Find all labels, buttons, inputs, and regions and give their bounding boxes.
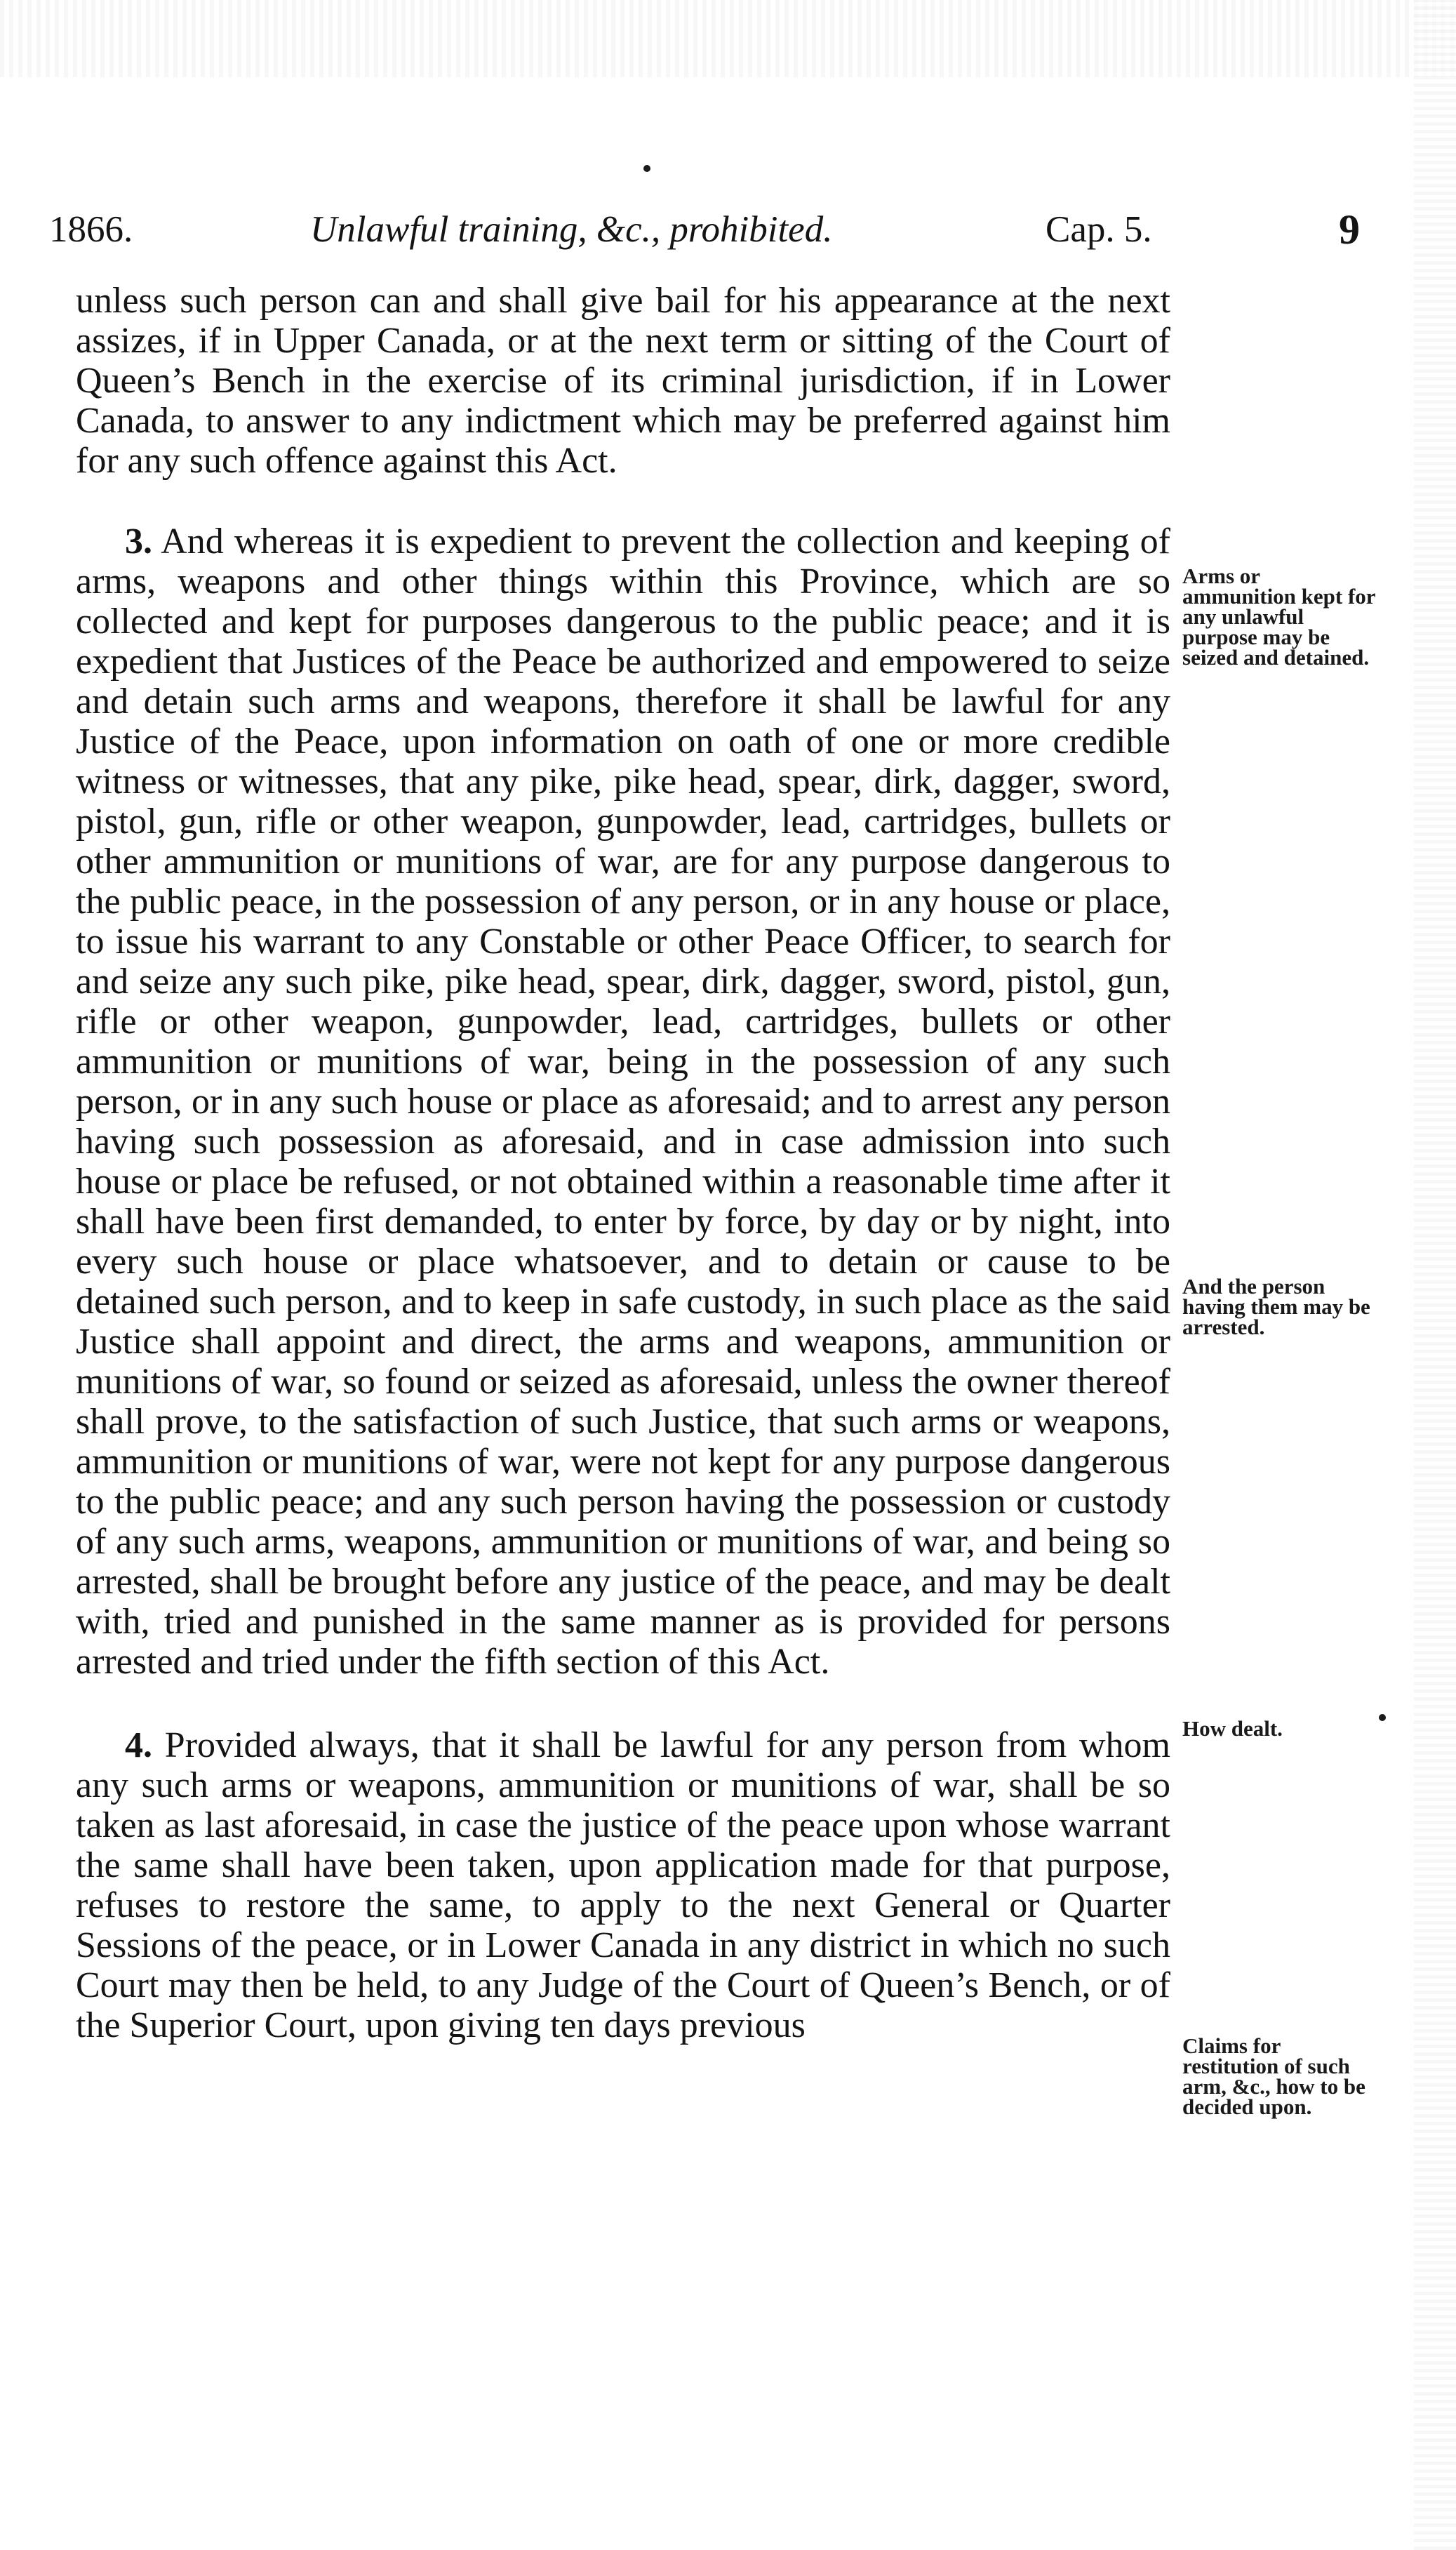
section-number: 4.	[125, 1725, 152, 1765]
paragraph-text: unless such person can and shall give bail for his appearance at the next assizes, if in Upper Canada, or at the next term or sitting of the Court of Queen’s Bench in the exercise of its criminal jurisdiction, if in Lower Canada, to answer to any indictment which may be preferred against him for any such offence against this Act.	[76, 281, 1170, 481]
binding-edge-texture	[1414, 0, 1456, 2550]
page-edge-texture	[0, 0, 1456, 77]
margin-note-arms-seized: Arms or ammunition kept for any unlawful purpose may be seized and detained.	[1182, 564, 1376, 670]
ink-speck	[643, 165, 650, 172]
paragraph-continuation	[76, 281, 1170, 481]
margin-note-person-arrested: And the person having them may be arrested.	[1182, 1274, 1370, 1339]
margin-note-claims-restitution: Claims for restitution of such arm, &c., how to be decided upon.	[1182, 2033, 1365, 2119]
margin-note-how-dealt: How dealt.	[1182, 1716, 1283, 1741]
running-header	[49, 205, 1382, 254]
header-title: Unlawful training, &c., prohibited.	[310, 209, 833, 250]
section-text: And whereas it is expedient to prevent the collection and keeping of arms, weapons and other things within this Province, which are so collected and kept for purposes dangerous to the public peace; and it is expedient that Justices of the Peace be authorized and empowered to seize and detain such arms and weapons, therefore it shall be lawful for any Justice of the Peace, upon information on oath of one or more credible witness or witnesses, that any pike, pike head, spear, dirk, dagger, sword, pistol, gun, rifle or other weapon, gunpowder, lead, cartridges, bullets or other ammunition or munitions of war, are for any purpose dangerous to the public peace, in the possession of any person, or in any house or place, to issue his warrant to any Constable or other Peace Officer, to search for and seize any such pike, pike head, spear, dirk, dagger, sword, pistol, gun, rifle or other weapon, gunpowder, lead, cartridges, bullets or other ammunition or munitions of war, being in the possession of any such person, or in any such house or place as aforesaid; and to arrest any person having such possession as aforesaid, and in case admission into such house or place be refused, or not obtained within a reasonable time after it shall have been first demanded, to enter by force, by day or by night, into every such house or place whatsoever, and to detain or cause to be detained such person, and to keep in safe custody, in such place as the said Justice shall appoint and direct, the arms and weapons, ammunition or munitions of war, so found or seized as aforesaid, unless the owner thereof shall prove, to the satisfaction of such Justice, that such arms or weapons, ammunition or munitions of war, were not kept for any purpose dangerous to the public peace; and any such person having the possession or custody of any such arms, weapons, ammunition or munitions of war, and being so arrested, shall be brought before any justice of the peace, and may be dealt with, tried and punished in the same manner as is provided for persons arrested and tried under the fifth section of this Act.	[76, 522, 1171, 1682]
header-year: 1866.	[49, 209, 133, 250]
section-3	[76, 522, 1170, 1682]
ink-speck	[1379, 1714, 1386, 1721]
section-4	[76, 1725, 1170, 2045]
section-text: Provided always, that it shall be lawful for any person from whom any such arms or weapons, ammunition or munitions of war, shall be so taken as last aforesaid, in case the justice of the peace upon whose warrant the same shall have been taken, upon application made for that purpose, refuses to restore the same, to apply to the next General or Quarter Sessions of the peace, or in Lower Canada in any district in which no such Court may then be held, to any Judge of the Court of Queen’s Bench, or of the Superior Court, upon giving ten days previous	[76, 1725, 1171, 2045]
page-number: 9	[1339, 206, 1360, 253]
section-number: 3.	[125, 522, 152, 562]
header-chapter: Cap. 5.	[1046, 209, 1152, 250]
statute-body	[76, 281, 1170, 2045]
